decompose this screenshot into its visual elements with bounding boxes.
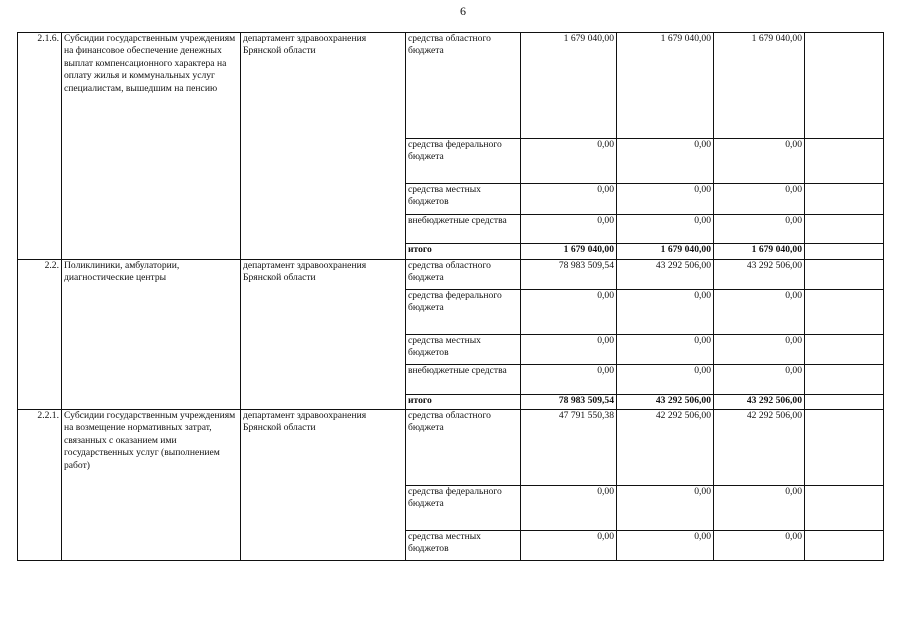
item-department: департамент здравоохранения Брянской области bbox=[241, 260, 406, 410]
empty-cell bbox=[805, 139, 884, 184]
value-cell: 0,00 bbox=[521, 365, 617, 395]
table-row bbox=[18, 33, 884, 139]
budget-table bbox=[17, 32, 884, 561]
empty-cell bbox=[805, 395, 884, 410]
total-value: 1 679 040,00 bbox=[617, 244, 714, 260]
total-value: 78 983 509,54 bbox=[521, 395, 617, 410]
empty-cell bbox=[805, 260, 884, 290]
value-cell: 47 791 550,38 bbox=[521, 410, 617, 486]
value-cell: 0,00 bbox=[617, 215, 714, 244]
value-cell: 0,00 bbox=[521, 335, 617, 365]
total-label: итого bbox=[406, 395, 521, 410]
item-number: 2.2. bbox=[18, 260, 62, 410]
empty-cell bbox=[805, 290, 884, 335]
empty-cell bbox=[805, 215, 884, 244]
value-cell: 1 679 040,00 bbox=[521, 33, 617, 139]
value-cell: 0,00 bbox=[714, 290, 805, 335]
value-cell: 0,00 bbox=[714, 531, 805, 561]
funding-source: средства областного бюджета bbox=[406, 33, 521, 139]
value-cell: 0,00 bbox=[714, 139, 805, 184]
funding-source: средства федерального бюджета bbox=[406, 290, 521, 335]
funding-source: средства федерального бюджета bbox=[406, 486, 521, 531]
value-cell: 0,00 bbox=[714, 335, 805, 365]
value-cell: 78 983 509,54 bbox=[521, 260, 617, 290]
total-value: 1 679 040,00 bbox=[714, 244, 805, 260]
value-cell: 0,00 bbox=[714, 486, 805, 531]
funding-source: средства областного бюджета bbox=[406, 410, 521, 486]
empty-cell bbox=[805, 184, 884, 215]
value-cell: 0,00 bbox=[521, 531, 617, 561]
total-value: 43 292 506,00 bbox=[714, 395, 805, 410]
funding-source: средства федерального бюджета bbox=[406, 139, 521, 184]
item-number: 2.2.1. bbox=[18, 410, 62, 561]
value-cell: 43 292 506,00 bbox=[617, 260, 714, 290]
item-name: Субсидии государственным учреждениям на возмещение нормативных затрат, связанных с оказанием ими государственных услуг (выполнением работ) bbox=[62, 410, 241, 561]
empty-cell bbox=[805, 486, 884, 531]
value-cell: 42 292 506,00 bbox=[714, 410, 805, 486]
funding-source: средства местных бюджетов bbox=[406, 335, 521, 365]
item-name: Субсидии государственным учреждениям на финансовое обеспечение денежных выплат компенсационного характера на оплату жилья и коммунальных услуг специалистам, вышедшим на пенсию bbox=[62, 33, 241, 260]
value-cell: 42 292 506,00 bbox=[617, 410, 714, 486]
value-cell: 0,00 bbox=[617, 290, 714, 335]
empty-cell bbox=[805, 410, 884, 486]
value-cell: 0,00 bbox=[521, 290, 617, 335]
item-department: департамент здравоохранения Брянской области bbox=[241, 33, 406, 260]
funding-source: средства местных бюджетов bbox=[406, 184, 521, 215]
item-department: департамент здравоохранения Брянской области bbox=[241, 410, 406, 561]
empty-cell bbox=[805, 531, 884, 561]
value-cell: 0,00 bbox=[617, 486, 714, 531]
table-row bbox=[18, 260, 884, 290]
empty-cell bbox=[805, 33, 884, 139]
page-number: 6 bbox=[460, 4, 466, 18]
value-cell: 0,00 bbox=[521, 486, 617, 531]
value-cell: 0,00 bbox=[617, 531, 714, 561]
item-name: Поликлиники, амбулатории, диагностические центры bbox=[62, 260, 241, 410]
value-cell: 0,00 bbox=[714, 365, 805, 395]
value-cell: 0,00 bbox=[617, 139, 714, 184]
empty-cell bbox=[805, 335, 884, 365]
empty-cell bbox=[805, 244, 884, 260]
value-cell: 0,00 bbox=[714, 215, 805, 244]
value-cell: 0,00 bbox=[617, 335, 714, 365]
value-cell: 0,00 bbox=[714, 184, 805, 215]
item-number: 2.1.6. bbox=[18, 33, 62, 260]
value-cell: 0,00 bbox=[617, 184, 714, 215]
funding-source: средства областного бюджета bbox=[406, 260, 521, 290]
funding-source: внебюджетные средства bbox=[406, 215, 521, 244]
value-cell: 1 679 040,00 bbox=[617, 33, 714, 139]
value-cell: 0,00 bbox=[521, 139, 617, 184]
total-value: 1 679 040,00 bbox=[521, 244, 617, 260]
funding-source: средства местных бюджетов bbox=[406, 531, 521, 561]
value-cell: 43 292 506,00 bbox=[714, 260, 805, 290]
value-cell: 0,00 bbox=[521, 184, 617, 215]
value-cell: 0,00 bbox=[521, 215, 617, 244]
funding-source: внебюджетные средства bbox=[406, 365, 521, 395]
value-cell: 0,00 bbox=[617, 365, 714, 395]
table-row bbox=[18, 410, 884, 486]
total-label: итого bbox=[406, 244, 521, 260]
empty-cell bbox=[805, 365, 884, 395]
value-cell: 1 679 040,00 bbox=[714, 33, 805, 139]
total-value: 43 292 506,00 bbox=[617, 395, 714, 410]
